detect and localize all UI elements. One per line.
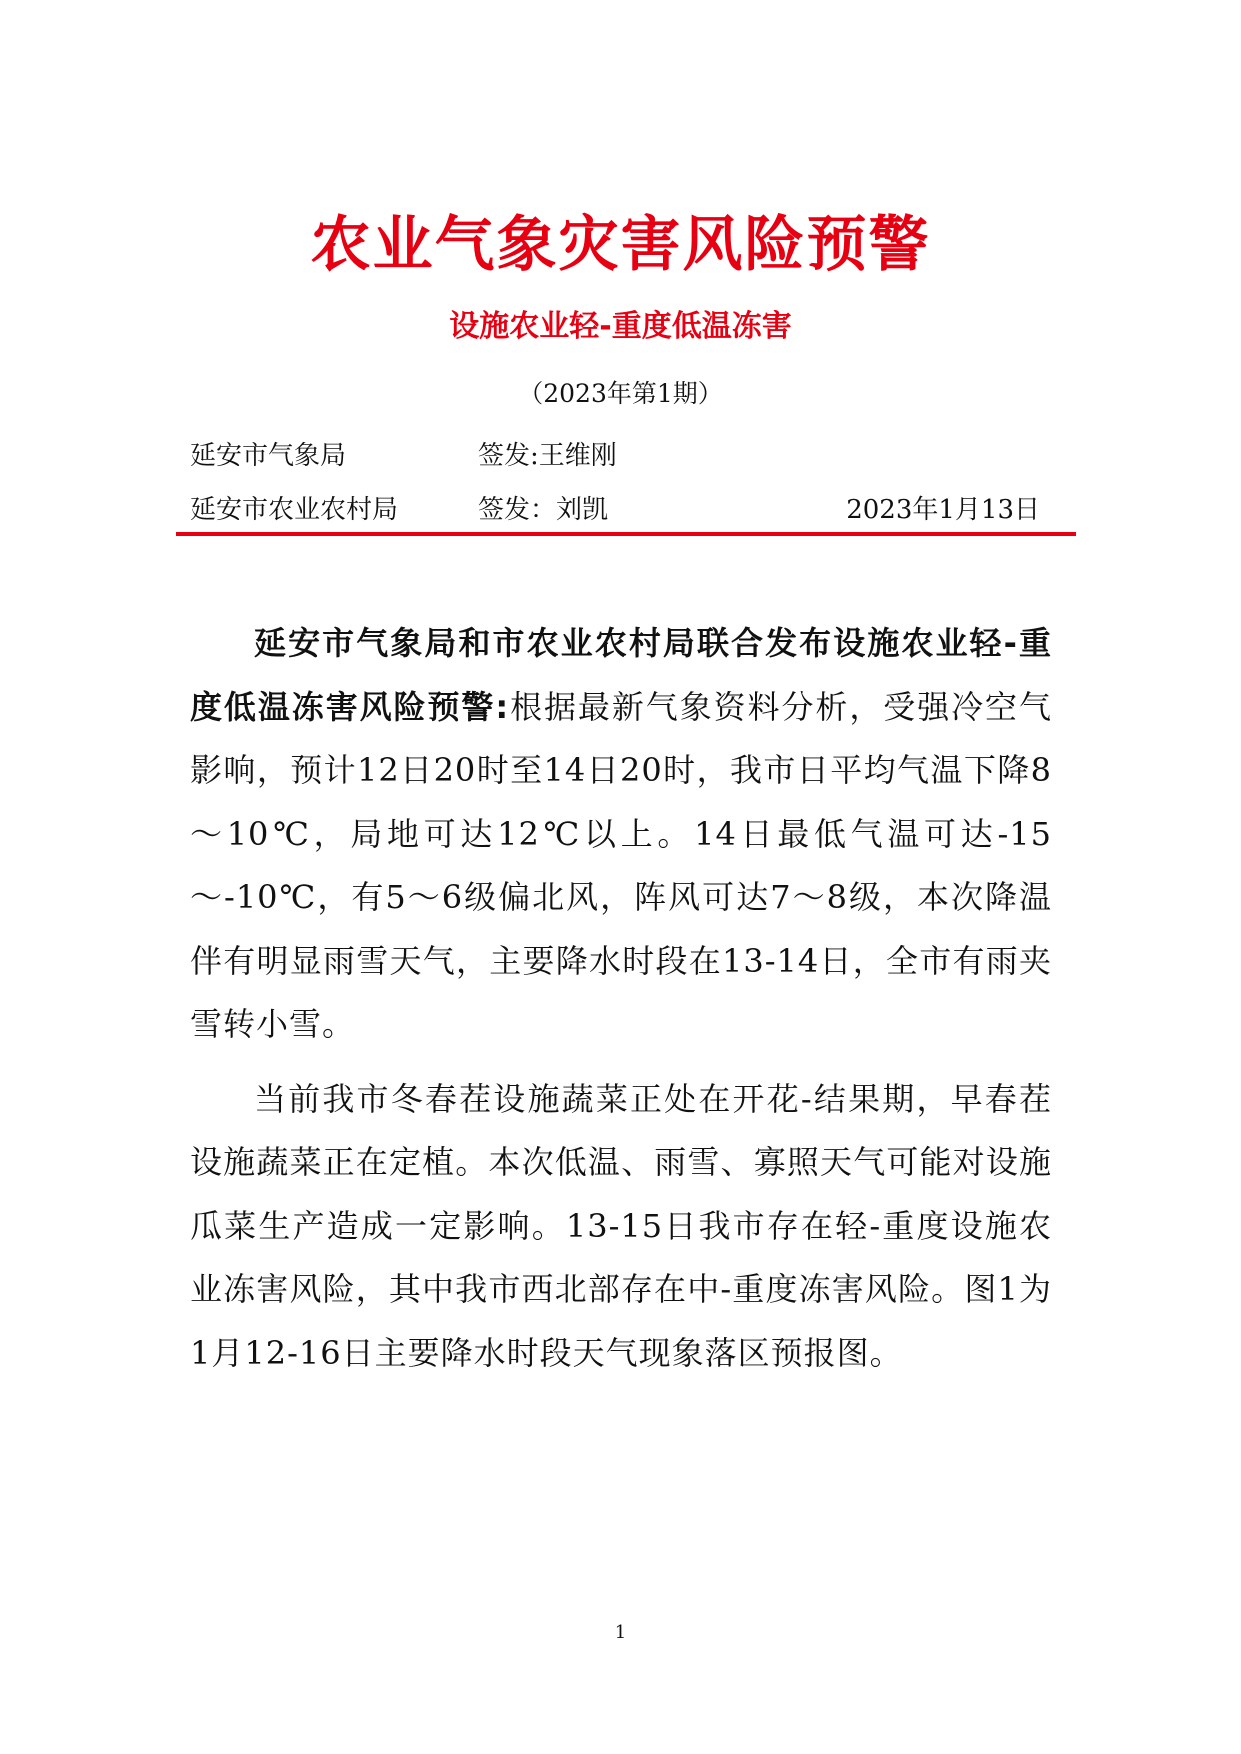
paragraph-2: 当前我市冬春茬设施蔬菜正处在开花-结果期，早春茬设施蔬菜正在定植。本次低温、雨雪、寡照天气可能对设施瓜菜生产造成一定影响。13-15日我市存在轻-重度设施农业冻害风险，其中我市西北部存在中-重度冻害风险。图1为1月12-16日主要降水时段天气现象落区预报图。 (190, 1079, 1052, 1372)
header-divider (176, 532, 1076, 536)
signature-row-meteorology (190, 436, 1050, 476)
issue-date: 2023年1月13日 (846, 495, 1040, 525)
issuing-organization: 延安市农业农村局 (190, 495, 399, 525)
issue-number: （2023年第1期） (518, 379, 723, 408)
signer: 签发：刘凯 (478, 495, 609, 525)
paragraph-1 (190, 612, 1052, 1057)
document-body (190, 612, 1052, 1385)
page-number: 1 (614, 1622, 627, 1643)
signature-row-agriculture (190, 490, 1050, 530)
paragraph-text: 根据最新气象资料分析，受强冷空气影响，预计12日20时至14日20时，我市日平均气温下降8～10℃，局地可达12℃以上。14日最低气温可达-15～-10℃，有5～6级偏北风，阵风可达7～8级，本次降温伴有明显雨雪天气，主要降水时段在13-14日，全市有雨夹雪转小雪。 (190, 687, 1052, 1043)
paragraph-lead: 延安市气象局和市农业农村局联合发布设施农业轻-重度低温冻害风险预警: (190, 624, 1052, 726)
issuing-organization: 延安市气象局 (190, 441, 347, 471)
signer: 签发:王维刚 (478, 441, 617, 471)
document-subtitle: 设施农业轻-重度低温冻害 (449, 309, 792, 344)
document-title: 农业气象灾害风险预警 (310, 210, 931, 280)
